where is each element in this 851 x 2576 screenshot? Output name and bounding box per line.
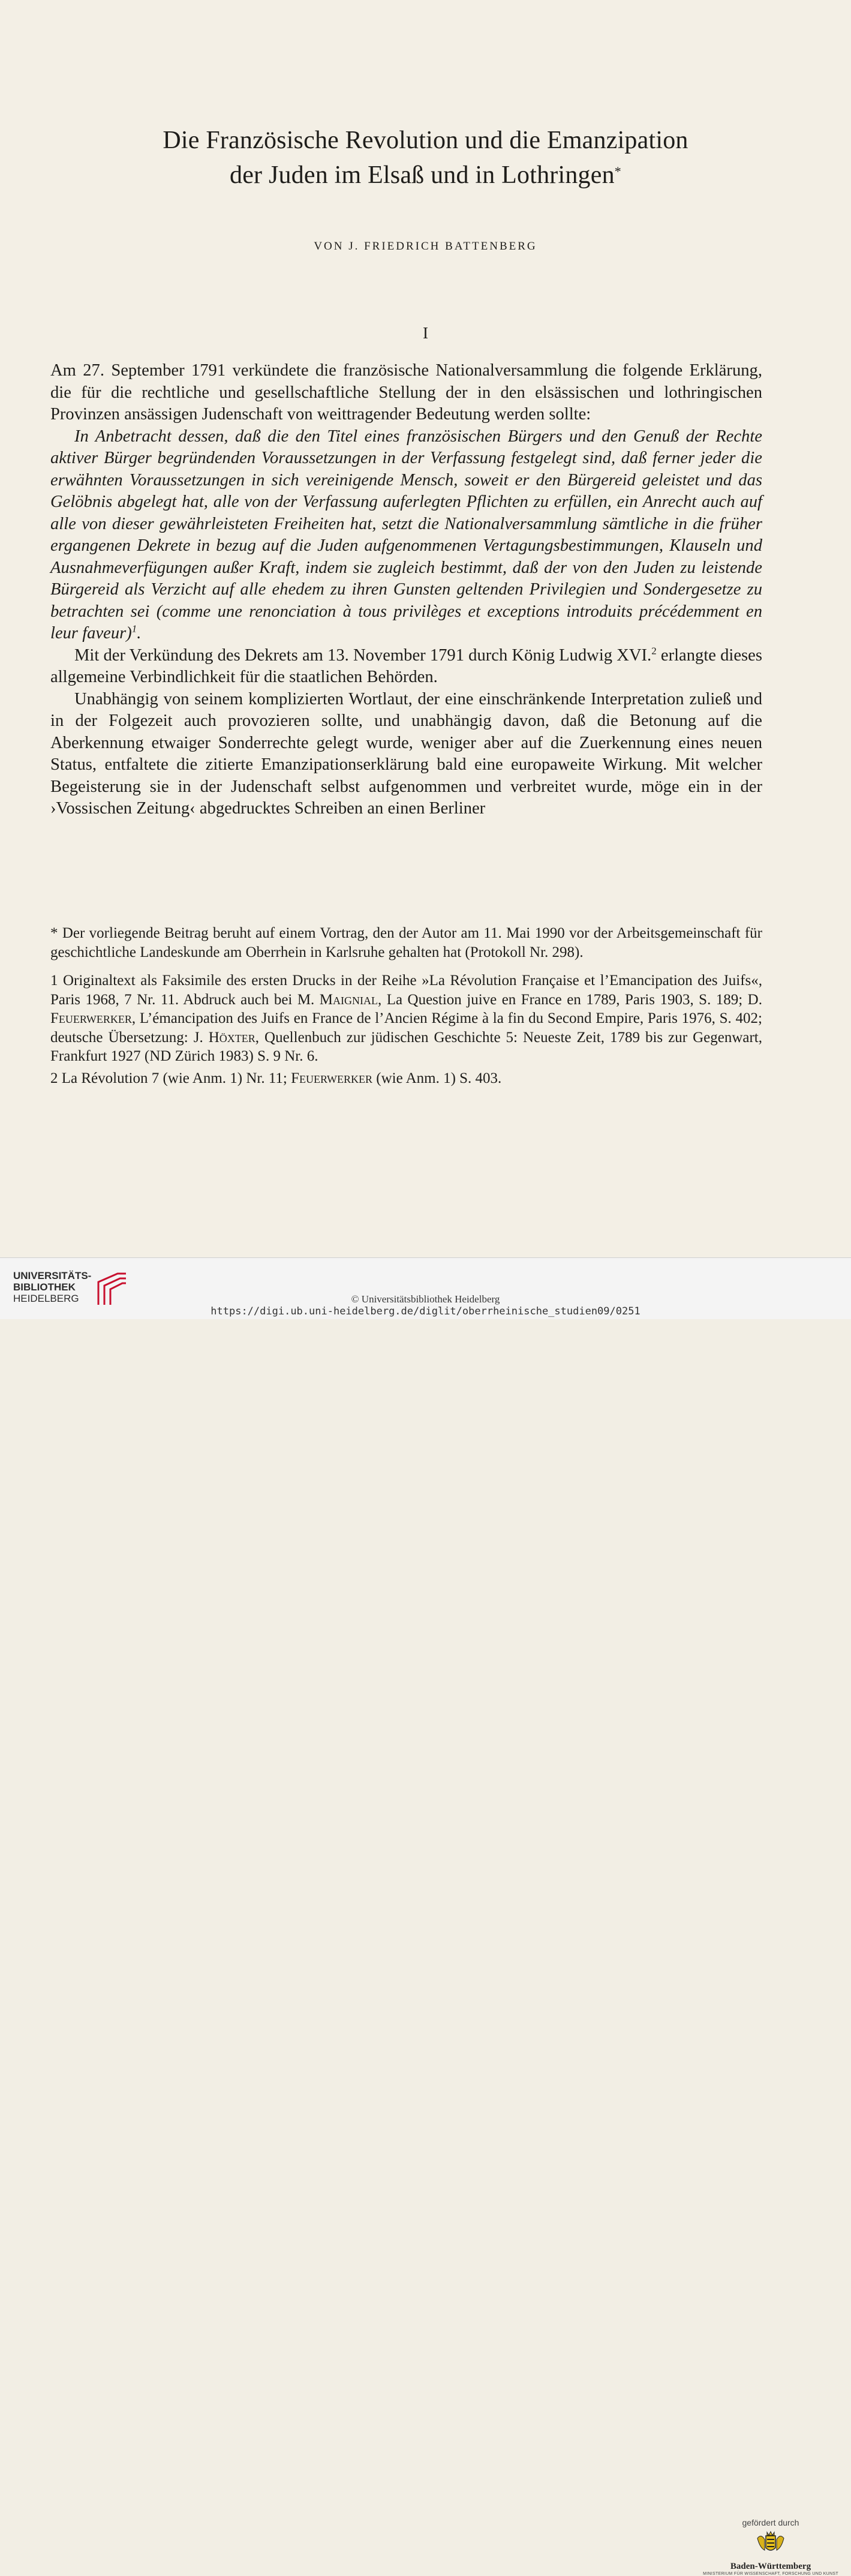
footnote-1-text-d: , Quellenbuch zur jüdischen Geschichte 5: Neueste Zeit, 1789 bis zur Gegenwart, Frankfurt 1927 (ND Zürich 1983) S. 9 Nr. 6. — [50, 1029, 762, 1064]
footnote-1-author-maignial: Maignial — [319, 991, 378, 1008]
state-name: Baden-Württemberg — [730, 2562, 811, 2571]
title-line-1: Die Französische Revolution und die Emanzipation — [163, 127, 688, 154]
footnote-ref-1[interactable]: 1 — [131, 623, 137, 635]
library-name-line-3: HEIDELBERG — [13, 1293, 79, 1304]
title-line-2-text: der Juden im Elsaß und in Lothringen — [230, 161, 615, 189]
title-line-2 — [60, 158, 791, 193]
show-through-text — [108, 78, 743, 102]
footnote-2-text-b: (wie Anm. 1) S. 403. — [372, 1070, 502, 1086]
funded-by-label: gefördert durch — [742, 2518, 799, 2527]
footnotes — [50, 924, 762, 1088]
paragraph-2 — [50, 645, 762, 689]
author-byline: VON J. FRIEDRICH BATTENBERG — [314, 240, 537, 253]
section-number: I — [423, 324, 428, 342]
paragraph-1: Am 27. September 1791 verkündete die französische Nationalversammlung die folgende Erklärung, die für die rechtliche und gesellschaftliche Stellung der in den elsässischen und lothringischen Provinzen ansässigen Judenschaft von weittragender Bedeutung werden sollte: — [50, 361, 762, 424]
title-footnote-marker[interactable]: * — [614, 164, 621, 179]
coat-of-arms-icon — [755, 2530, 786, 2557]
footnote-1-author-hoexter: Höxter — [208, 1029, 255, 1046]
quote-paragraph — [50, 426, 762, 645]
permalink-url[interactable]: https://digi.ub.uni-heidelberg.de/diglit/oberrheinische_studien09/0251 — [211, 1305, 640, 1317]
footnote-1-author-feuerwerker: Feuerwerker — [50, 1010, 132, 1026]
paragraph-2-text-b: erlangte dieses allgemeine Verbindlichkeit für die staatlichen Behörden. — [50, 645, 762, 686]
copyright-notice: © Universitätsbibliothek Heidelberg — [351, 1293, 500, 1305]
article-title — [60, 123, 791, 193]
document-page — [0, 0, 851, 1257]
footnote-1-text-a: 1 Originaltext als Faksimile des ersten Drucks in der Reihe »La Révolution Française et l’Emancipation des Juifs«, Paris 1968, 7 Nr. 11. Abdruck auch bei M. — [50, 972, 762, 1008]
footnote-2-text-a: 2 La Révolution 7 (wie Anm. 1) Nr. 11; — [50, 1070, 291, 1086]
footnote-2 — [50, 1069, 762, 1088]
quote-text: In Anbetracht dessen, daß die den Titel eines französischen Bürgers und den Genuß der Rechte aktiver Bürger begründenden Voraussetzungen in der Verfassung festgelegt sind, daß ferner jeder die erwähnten Voraussetzungen in sich vereinigende Mensch, soweit er den Bürgereid geleistet und das Gelöbnis abgelegt hat, alle von der Verfassung auferlegten Pflichten zu erfüllen, ein Anrecht auch auf alle von dieser gewährleisteten Freiheiten hat, setzt die Nationalversammlung sämtliche in die früher ergangenen Dekrete in bezug auf die Juden aufgenommenen Vertagungsbestimmungen, Klauseln und Ausnahmeverfügungen außer Kraft, indem sie zugleich bestimmt, daß der von den Juden zu leistende Bürgereid als Verzicht auf alle ehedem zu ihren Gunsten geltenden Privilegien und Sondergesetze zu betrachten sei (comme une renonciation à tous privilèges et exceptions introduits précédemment en leur faveur) — [50, 427, 762, 643]
sponsor-badge[interactable] — [699, 2518, 843, 2576]
ministry-name: MINISTERIUM FÜR WISSENSCHAFT, FORSCHUNG UND KUNST — [703, 2572, 838, 2576]
library-name-line-2: BIBLIOTHEK — [13, 1281, 76, 1293]
footnote-1 — [50, 971, 762, 1066]
footnote-ref-2[interactable]: 2 — [651, 644, 657, 656]
body-text — [50, 360, 762, 820]
library-name-line-1: UNIVERSITÄTS- — [13, 1270, 92, 1281]
footnote-1-text-c: , L’émancipation des Juifs en France de l’Ancien Régime à la fin du Second Empire, Paris 1976, S. 402; deutsche Übersetzung: J. — [50, 1010, 762, 1046]
footnote-star: * Der vorliegende Beitrag beruht auf einem Vortrag, den der Autor am 11. Mai 1990 vor der Arbeitsgemeinschaft für geschichtliche Landeskunde am Oberrhein in Karlsruhe gehalten hat (Protokoll Nr. 298). — [50, 925, 762, 960]
footnote-1-text-b: , La Question juive en France en 1789, Paris 1903, S. 189; D. — [377, 991, 762, 1008]
footnote-2-author-feuerwerker: Feuerwerker — [291, 1070, 373, 1086]
paragraph-3: Unabhängig von seinem komplizierten Wortlaut, der eine einschränkende Interpretation zuließ und in der Folgezeit auch provozieren sollte, und unabhängig davon, daß die Betonung auf die Aberkennung etwaiger Sonderrechte gelegt wurde, weniger aber auf die Zuerkennung eines neuen Status, entfaltete die zitierte Emanzipationserklärung bald eine europaweite Wirkung. Mit welcher Begeisterung sie in der Judenschaft selbst aufgenommen und verbreitet wurde, möge ein in der ›Vossischen Zeitung‹ abgedrucktes Schreiben an einen Berliner — [50, 689, 762, 818]
paragraph-2-text-a: Mit der Verkündung des Dekrets am 13. November 1791 durch König Ludwig XVI. — [74, 645, 652, 665]
quote-end: . — [137, 624, 142, 643]
